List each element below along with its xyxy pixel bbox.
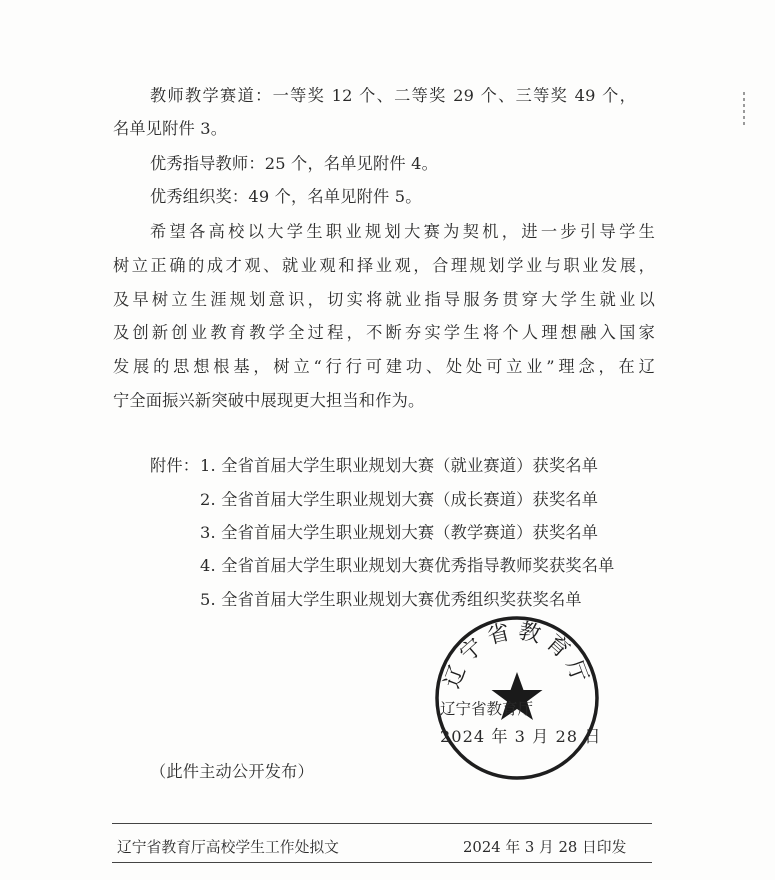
- attachment-item-4: 4. 全省首届大学生职业规划大赛优秀指导教师奖获奖名单: [200, 556, 615, 575]
- footer-top-rule: [112, 823, 652, 824]
- attachment-item-1: 1. 全省首届大学生职业规划大赛（就业赛道）获奖名单: [200, 456, 599, 475]
- signoff-date: 2024 年 3 月 28 日: [440, 727, 602, 746]
- paragraph-organization-award: 优秀组织奖：49 个，名单见附件 5。: [150, 187, 422, 206]
- attachments-label: 附件：: [150, 456, 200, 475]
- paragraph-teaching-track-line-2: 名单见附件 3。: [113, 119, 228, 138]
- scan-margin-marks: [740, 92, 748, 128]
- seal-text: 辽宁省教育厅: [439, 618, 595, 692]
- attachment-item-3: 3. 全省首届大学生职业规划大赛（教学赛道）获奖名单: [200, 523, 599, 542]
- footer-drafter: 辽宁省教育厅高校学生工作处拟文: [117, 839, 339, 856]
- signoff-org: 辽宁省教育厅: [440, 700, 534, 718]
- public-release-notice: （此件主动公开发布）: [150, 762, 314, 781]
- paragraph-hope-line-4: 及创新创业教育教学全过程，不断夯实学生将个人理想融入国家: [113, 323, 655, 342]
- paragraph-hope-line-3: 及早树立生涯规划意识，切实将就业指导服务贯穿大学生就业以: [113, 290, 655, 309]
- attachment-item-5: 5. 全省首届大学生职业规划大赛优秀组织奖获奖名单: [200, 590, 582, 609]
- paragraph-hope-line-1: 希望各高校以大学生职业规划大赛为契机，进一步引导学生: [150, 222, 655, 241]
- footer-issue-date: 2024 年 3 月 28 日印发: [463, 839, 627, 856]
- paragraph-hope-line-2: 树立正确的成才观、就业观和择业观，合理规划学业与职业发展，: [113, 256, 655, 275]
- paragraph-hope-line-6: 宁全面振兴新突破中展现更大担当和作为。: [113, 391, 425, 410]
- paragraph-hope-line-5: 发展的思想根基，树立“行行可建功、处处可立业”理念，在辽: [113, 357, 655, 376]
- paragraph-outstanding-teachers: 优秀指导教师：25 个，名单见附件 4。: [150, 154, 438, 173]
- paragraph-teaching-track-line-1: 教师教学赛道：一等奖 12 个、二等奖 29 个、三等奖 49 个，: [150, 86, 636, 105]
- attachment-item-2: 2. 全省首届大学生职业规划大赛（成长赛道）获奖名单: [200, 490, 599, 509]
- footer-bottom-rule: [112, 862, 652, 863]
